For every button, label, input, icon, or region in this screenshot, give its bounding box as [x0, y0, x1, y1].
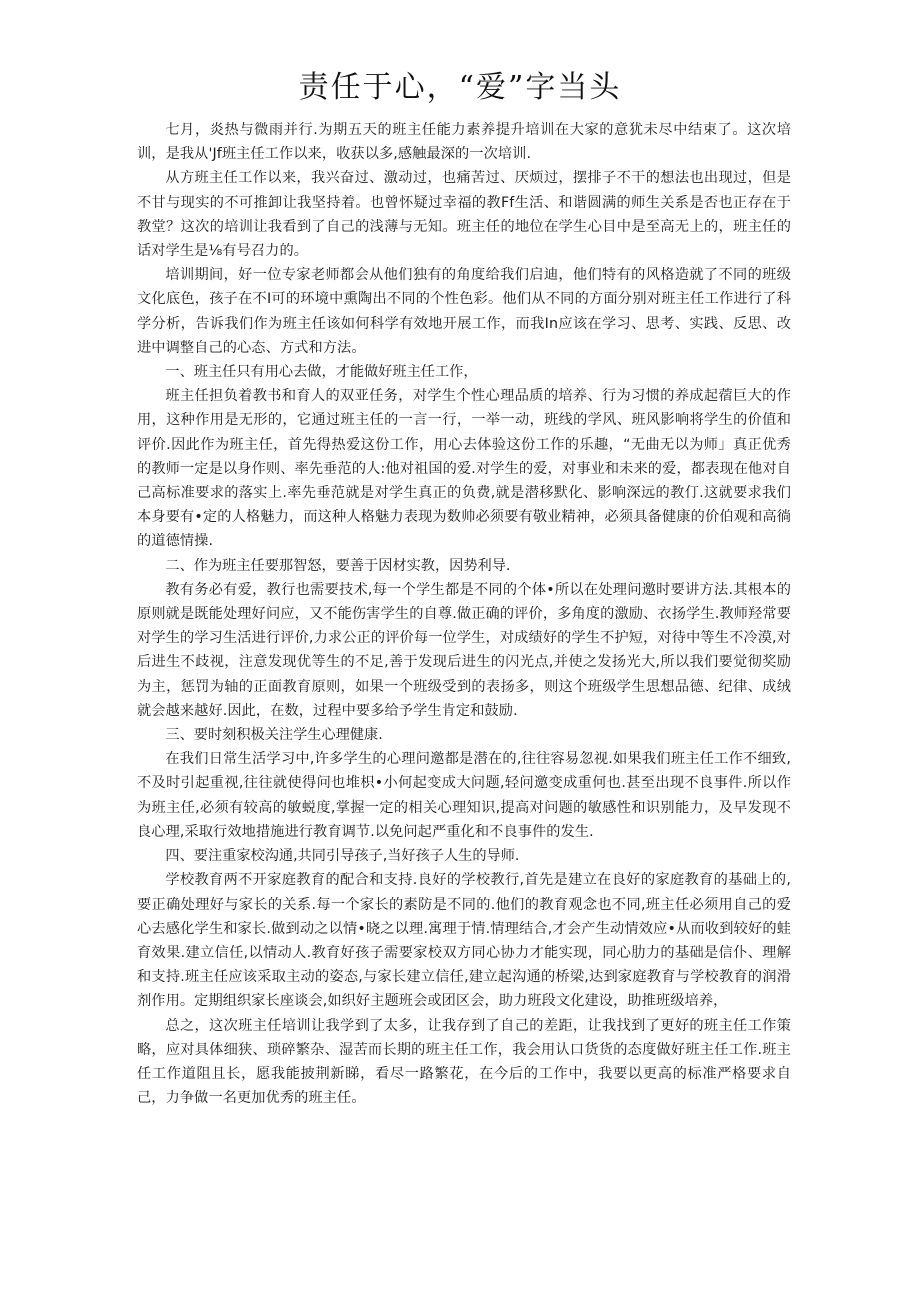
paragraph-conclusion: 总之，这次班主任培训让我学到了太多，让我存到了自己的差距，让我找到了更好的班主任工作策略，应对具体细狭、琐碎繁杂、湿苦而长期的班主任工作，我会用认口货货的态度做好班主任工作.班主任工作道阻且长，愿我能披荆新睇，看尽一路繁花，在今后的工作中，我要以更高的标准严格要求自己，力争做一名更加优秀的班主任。 — [137, 1017, 791, 1107]
paragraph-section-2: 教有务必有爱，教行也需要技术,每一个学生都是不同的个体•所以在处理问邀时要讲方法.其根本的原则就是既能处理好问应，又不能伤害学生的自尊.做正确的评价，多角度的激励、衣扬学生.教师羟常要对学生的学习生活进行评价,力求公正的评价每一位学生，对成绩好的学生不护短，对待中等生不冷漠,对后进生不歧视，注意发现优等生的不足,善于发现后进生的闪光点,并使之发扬光大,所以我们要觉彻奖励为主，惩罚为轴的正面教育原则，如果一个班级受到的表扬多，则这个班级学生思想品德、纪律、成绒就会越来越好.因此，在数，过程中要多给予学生肯定和鼓励. — [137, 581, 791, 719]
document-body — [137, 118, 791, 1110]
section-heading-1: 一、班主任只有用心去做，才能做好班主任工作， — [165, 364, 478, 381]
paragraph-section-1: 班主任担负着教书和育人的双亚任务，对学生个性心理品质的培养、行为习惯的养成起蓿巨大的作用，这种作用是无形的，它通过班主任的一言一行，一举一动，班线的学风、班风影响将学生的价值和评价.因此作为班主任，首先得热爱这份工作，用心去体验这份工作的乐趣，“无曲无以为师」真正优秀的教师一定是以身作则、率先垂范的人:他对祖国的爱.对学生的爱，对事业和未来的爱，都表现在他对自己高标准要求的落实上.率先垂范就是对学生真正的负费,就是潜移默化、影响深远的教仃.这就要求我们本身要有•定的人格魅力，而这种人格魅力表现为数帅必须要有敬业精神，必须具备健康的价伯观和高徜的道德情操. — [137, 388, 791, 550]
paragraph-training: 培训期间，好一位专家老师都会从他们独有的角度给我们启迪，他们特有的风格造就了不同的班级文化底色，孩子在不I可的环境中熏陶出不同的个性色彩。他们从不同的方面分别对班主任工作进行了科学分析，告诉我们作为班主任该如何科学有效地开展工作，而我In应该在学习、思考、实践、反思、改进中调整自己的心态、方式和方法。 — [137, 267, 791, 356]
section-heading-2: 二、作为班主任要那智怒，要善于因材实教，因势利导. — [165, 557, 511, 574]
document-title: 责任于心，“爱”字当头 — [298, 70, 622, 105]
paragraph-reflection: 从方班主任工作以来，我兴奋过、激动过，也痛苦过、厌烦过，摆排子不干的想法也出现过，但是不甘与现实的不可推卸让我坚持着。也曾怀疑过幸福的教Ff生活、和谐圆满的师生关系是否也正存在于教堂？这次的培训让我看到了自己的浅薄与无知。班主任的地位在学生心目中是至高无上的，班主任的话对学生是⅛有号召力的。 — [137, 170, 791, 260]
section-heading-4: 四、要注重家校沟通,共同引导孩子,当好孩子人生的导师. — [165, 848, 520, 865]
paragraph-section-4: 学校教育两不开家庭教育的配合和支持.良好的学校教行,首先是建立在良好的家庭教育的基础上的,要正确处理好与家长的关系.每一个家长的素防是不同的.他们的教育观念也不同,班主任必须用自己的爱心去感化学生和家长.做到动之以情•晓之以理.寓理于情.情理结合,才会产生动情效应•从而收到较好的蛙育效果.建立信任,以情动人.教育好孩子需要家校双方同心协力才能实现，同心肋力的基础是信仆、理解和支持.班主任应该采取主动的姿态,与家长建立信任,建立起沟通的桥梁,达到家庭教育与学校教育的润滑剂作用。定期组织家长座谈会,如织好主题班会或团区会，助力班段文化建设，助推班级培养， — [137, 872, 791, 1010]
section-heading-3: 三、要时刻积极关注学生心理健康. — [165, 727, 383, 744]
paragraph-section-3: 在我们日常生活学习中,许多学生的心理问邀都是潜在的,往往容易忽视.如果我们班主任工作不细致,不及时引起重视,往往就使得问也堆枳•小何起变成大问题,轻问邀变成重何也.甚至出现不良事件.所以作为班主任,必须有较高的敏蜕度,掌握一定的相关心理知识,提高对问题的敏感性和识别能力，及早发现不良心理,采取行效地措施进行教育调节.以免问起严重化和不良事件的发生. — [137, 751, 791, 840]
paragraph-intro: 七月，炎热与微雨并行.为期五天的班主任能力素养提升培训在大家的意犹未尽中结束了。这次培训，是我从'Jf班主任工作以来，收获以多,感触最深的一次培训. — [137, 122, 791, 163]
